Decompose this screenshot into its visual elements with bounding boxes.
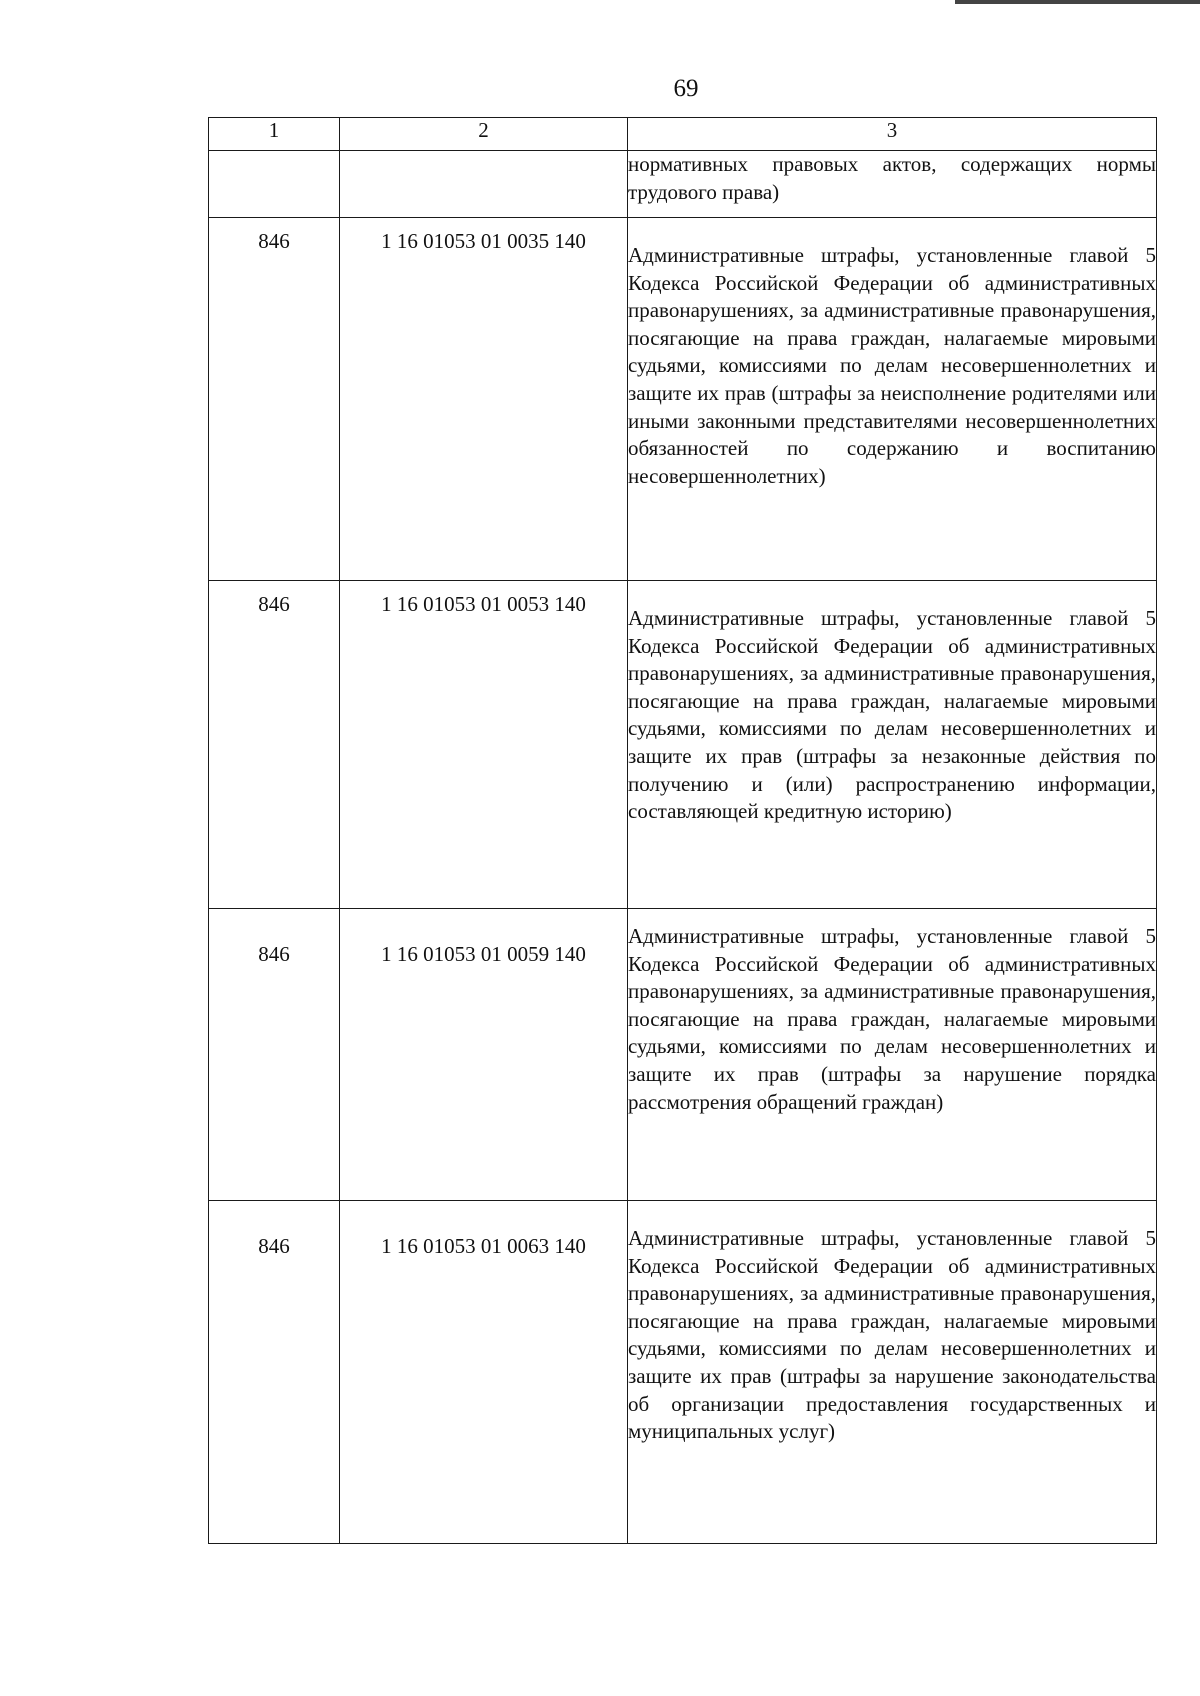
admin-code-cell: 846	[209, 218, 340, 581]
description-cell	[628, 218, 1157, 581]
description-text: Административные штрафы, установленные главой 5 Кодекса Российской Федерации об административных правонарушениях, за административные правонарушения, посягающие на права граждан, налагаемые мировыми судьями, комиссиями по делам несовершеннолетних и защите их прав (штрафы за неисполнение родителями или иными законными представителями несовершеннолетних обязанностей по содержанию и воспитанию несовершеннолетних)	[628, 243, 1156, 488]
budget-code-cell: 1 16 01053 01 0059 140	[340, 909, 628, 1201]
column-header-3: 3	[628, 118, 1157, 151]
table-row-continuation	[209, 151, 1157, 218]
continuation-cell-1	[209, 151, 340, 218]
description-cell	[628, 581, 1157, 909]
description-text: Административные штрафы, установленные главой 5 Кодекса Российской Федерации об административных правонарушениях, за административные правонарушения, посягающие на права граждан, налагаемые мировыми судьями, комиссиями по делам несовершеннолетних и защите их прав (штрафы за нарушение законодательства об организации предоставления государственных и муниципальных услуг)	[628, 1226, 1156, 1444]
scan-edge-line	[955, 0, 1200, 4]
admin-code-cell: 846	[209, 909, 340, 1201]
column-header-1: 1	[209, 118, 340, 151]
description-cell	[628, 1201, 1157, 1544]
table-row	[209, 1201, 1157, 1544]
admin-code-cell: 846	[209, 581, 340, 909]
description-text: Административные штрафы, установленные главой 5 Кодекса Российской Федерации об административных правонарушениях, за административные правонарушения, посягающие на права граждан, налагаемые мировыми судьями, комиссиями по делам несовершеннолетних и защите их прав (штрафы за незаконные действия по получению и (или) распространению информации, составляющей кредитную историю)	[628, 606, 1156, 824]
budget-code-cell: 1 16 01053 01 0063 140	[340, 1201, 628, 1544]
continuation-cell-3	[628, 151, 1157, 218]
column-header-2: 2	[340, 118, 628, 151]
description-text: Административные штрафы, установленные главой 5 Кодекса Российской Федерации об административных правонарушениях, за административные правонарушения, посягающие на права граждан, налагаемые мировыми судьями, комиссиями по делам несовершеннолетних и защите их прав (штрафы за нарушение порядка рассмотрения обращений граждан)	[628, 924, 1156, 1114]
continuation-cell-2	[340, 151, 628, 218]
table-header-row	[209, 118, 1157, 151]
budget-code-cell: 1 16 01053 01 0053 140	[340, 581, 628, 909]
description-cell	[628, 909, 1157, 1201]
table-row	[209, 909, 1157, 1201]
table-row	[209, 218, 1157, 581]
page-number: 69	[673, 75, 699, 102]
table-row	[209, 581, 1157, 909]
admin-code-cell: 846	[209, 1201, 340, 1544]
budget-code-cell: 1 16 01053 01 0035 140	[340, 218, 628, 581]
budget-codes-table	[208, 117, 1157, 1544]
continuation-description: нормативных правовых актов, содержащих нормы трудового права)	[628, 152, 1156, 204]
